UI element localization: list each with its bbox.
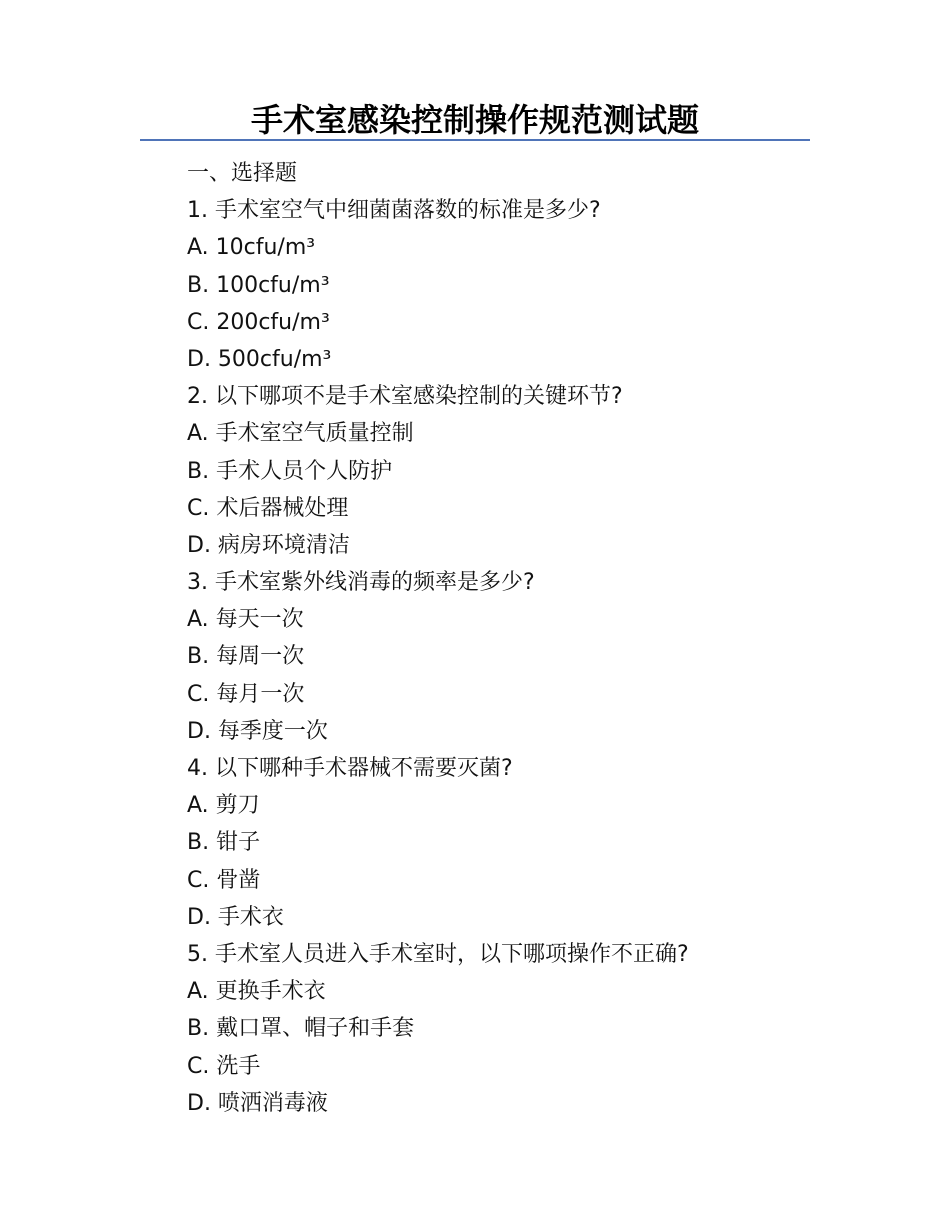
question-block — [187, 378, 827, 564]
answer-option: A. 更换手术衣 — [187, 979, 326, 1005]
answer-option: B. 手术人员个人防护 — [187, 458, 393, 484]
document-body — [187, 155, 827, 1122]
answer-option: D. 手术衣 — [187, 904, 284, 930]
question-stem: 5. 手术室人员进入手术室时，以下哪项操作不正确? — [187, 941, 689, 967]
title-underline-rule — [140, 139, 810, 141]
question-stem: 4. 以下哪种手术器械不需要灭菌? — [187, 756, 513, 781]
answer-option: B. 钳子 — [187, 830, 261, 856]
answer-option: B. 戴口罩、帽子和手套 — [187, 1016, 415, 1042]
answer-option: A. 剪刀 — [187, 793, 260, 819]
answer-option: C. 每月一次 — [187, 681, 305, 707]
answer-option: A. 10cfu/m³ — [187, 235, 316, 261]
answer-option: D. 喷洒消毒液 — [187, 1090, 328, 1116]
answer-option: A. 手术室空气质量控制 — [187, 421, 414, 447]
question-block — [187, 192, 827, 378]
question-block — [187, 750, 827, 936]
answer-option: C. 术后器械处理 — [187, 495, 349, 521]
answer-option: C. 洗手 — [187, 1053, 261, 1079]
section-heading: 一、选择题 — [187, 161, 298, 186]
question-stem: 2. 以下哪项不是手术室感染控制的关键环节? — [187, 384, 623, 410]
question-block — [187, 936, 827, 1122]
question-stem: 3. 手术室紫外线消毒的频率是多少? — [187, 570, 535, 596]
question-stem: 1. 手术室空气中细菌菌落数的标准是多少? — [187, 198, 601, 224]
answer-option: A. 每天一次 — [187, 607, 304, 633]
answer-option: D. 病房环境清洁 — [187, 532, 350, 558]
answer-option: B. 每周一次 — [187, 644, 305, 670]
answer-option: D. 500cfu/m³ — [187, 346, 332, 372]
answer-option: D. 每季度一次 — [187, 718, 328, 744]
question-block — [187, 564, 827, 750]
answer-option: B. 100cfu/m³ — [187, 272, 330, 298]
document-title: 手术室感染控制操作规范测试题 — [250, 101, 699, 139]
answer-option: C. 200cfu/m³ — [187, 309, 330, 335]
answer-option: C. 骨凿 — [187, 867, 261, 893]
